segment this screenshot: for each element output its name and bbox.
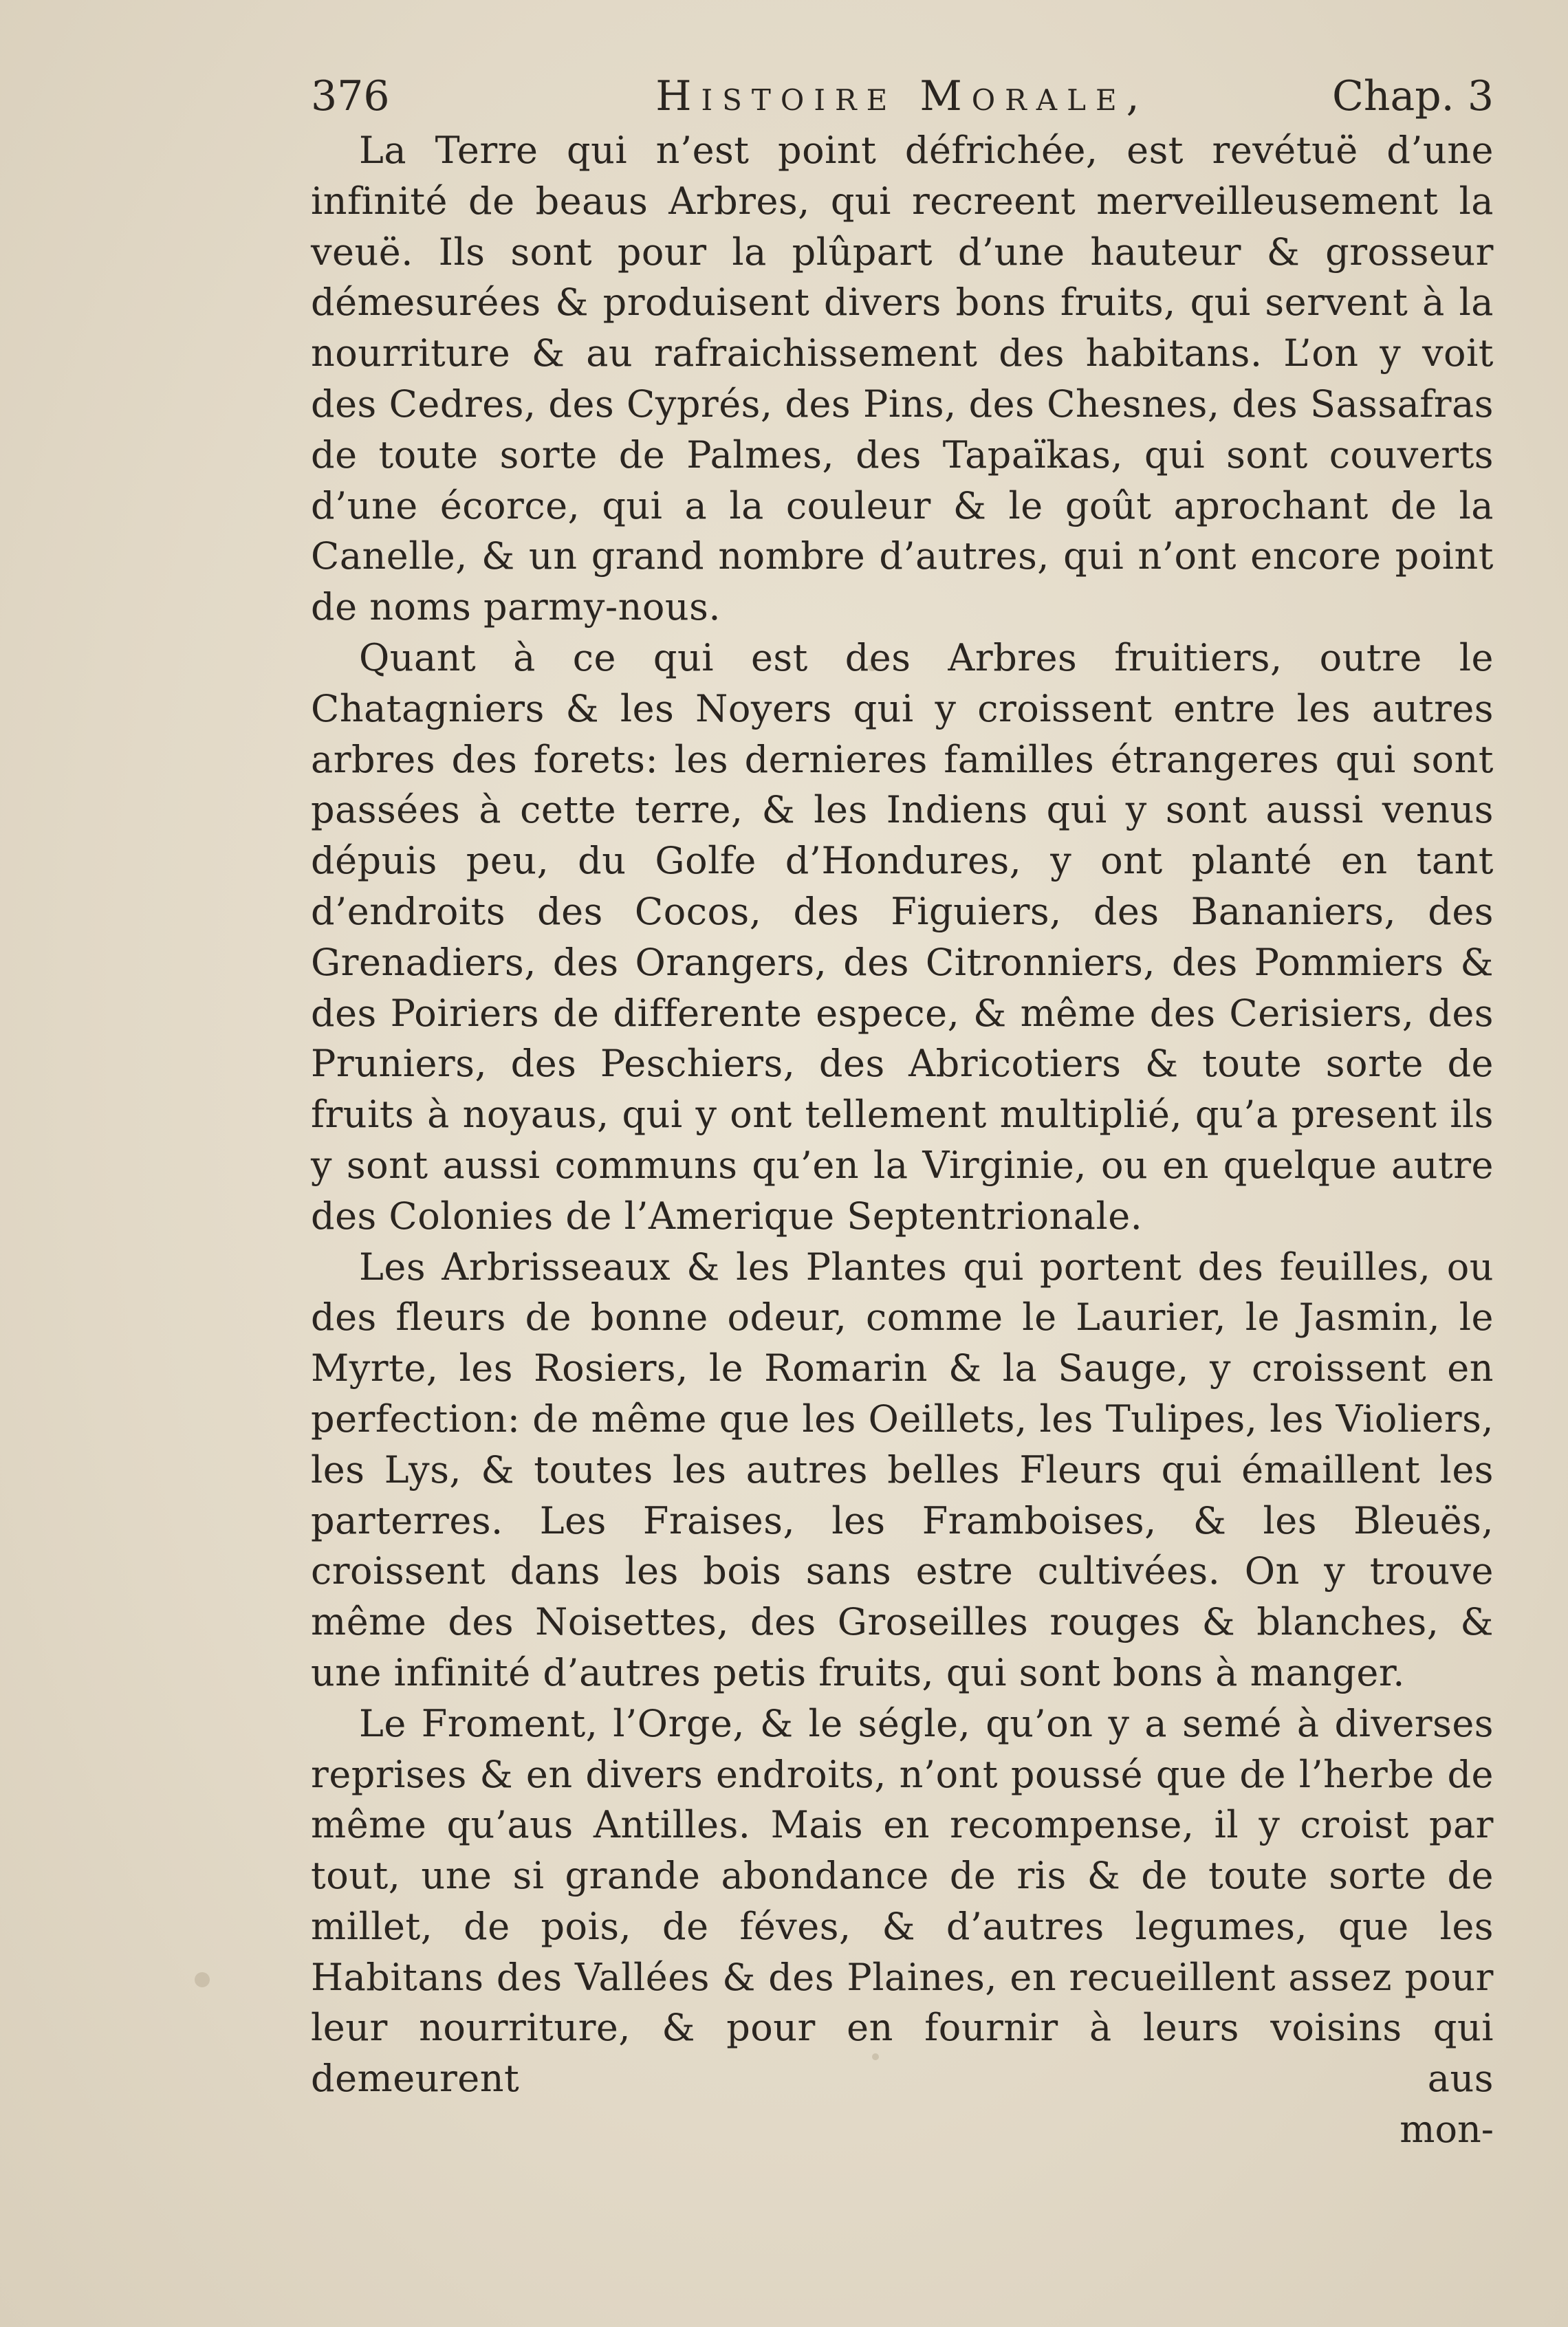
chapter-reference: Chap. 3 [1331,72,1494,120]
page-text-block [311,69,1494,2155]
catchword: mon- [1400,2108,1494,2152]
paragraph-trees: La Terre qui n’est point défrichée, est revétuë d’une infinité de beaus Arbres, qui recreent merveilleusement la veuë. Ils sont pour la plûpart d’une hauteur & grosseur démesurées & produisent divers bons fruits, qui servent à la nourriture & au rafraichissement des habitans. L’on y voit des Cedres, des Cyprés, des Pins, des Chesnes, des Sassafras de toute sorte de Palmes, des Tapaïkas, qui sont couverts d’une écorce, qui a la couleur & le goût aprochant de la Canelle, & un grand nombre d’autres, qui n’ont encore point de noms parmy-nous. [311,129,1494,629]
running-head [311,69,1494,124]
paragraph-shrubs-flowers: Les Arbrisseaux & les Plantes qui portent des feuilles, ou des fleurs de bonne odeur, comme le Laurier, le Jasmin, le Myrte, les Rosiers, le Romarin & la Sauge, y croissent en perfection: de même que les Oeillets, les Tulipes, les Violiers, les Lys, & toutes les autres belles Fleurs qui émaillent les parterres. Les Fraises, les Framboises, & les Bleuës, croissent dans les bois sans estre cultivées. On y trouve même des Noisettes, des Groseilles rouges & blanches, & une infinité d’autres petis fruits, qui sont bons à manger. [311,1245,1494,1694]
paragraph-grains: Le Froment, l’Orge, & le ségle, qu’on y a semé à diverses reprises & en divers endroits, n’ont poussé que de l’herbe de même qu’aus Antilles. Mais en recompense, il y croist par tout, une si grande abondance de ris & de toute sorte de millet, de pois, de féves, & d’autres legumes, que les Habitans des Vallées & des Plaines, en recueillent assez pour leur nourriture, & pour en fournir à leurs voisins qui demeurent aus [311,1701,1494,2101]
foxing-spot [195,1972,210,1987]
running-title: Histoire Morale, [655,72,1149,120]
paragraph-fruit-trees: Quant à ce qui est des Arbres fruitiers, outre le Chatagniers & les Noyers qui y croissent entre les autres arbres des forets: les dernieres familles étrangeres qui sont passées à cette terre, & les Indiens qui y sont aussi venus dépuis peu, du Golfe d’Hondures, y ont planté en tant d’endroits des Cocos, des Figuiers, des Bananiers, des Grenadiers, des Orangers, des Citronniers, des Pommiers & des Poiriers de differente espece, & même des Cerisiers, des Pruniers, des Peschiers, des Abricotiers & toute sorte de fruits à noyaus, qui y ont tellement multiplié, qu’a present ils y sont aussi communs qu’en la Virginie, ou en quelque autre des Colonies de l’Amerique Septentrionale. [311,635,1494,1238]
body-text [311,125,1494,2104]
page-number: 376 [311,72,390,120]
